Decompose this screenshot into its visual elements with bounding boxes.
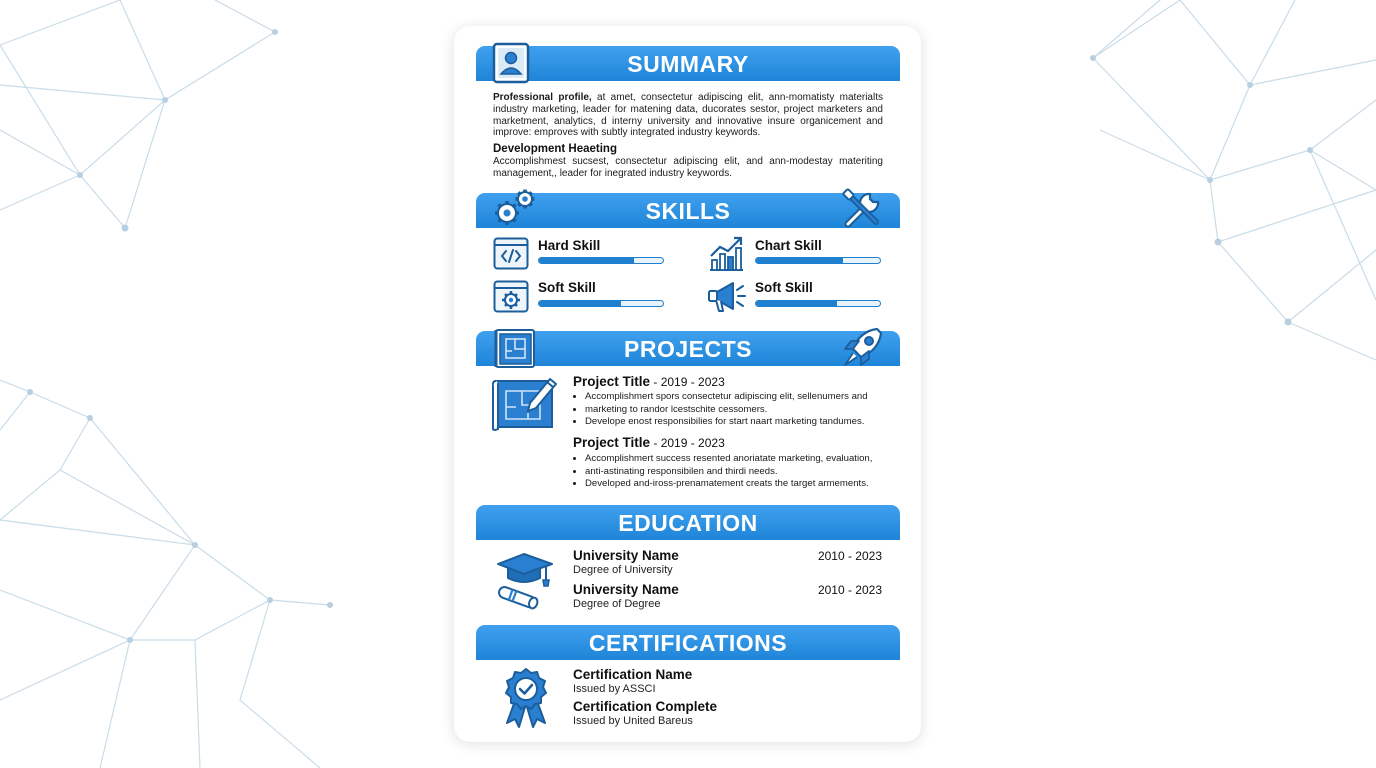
project-2-bullets — [573, 453, 872, 491]
award-ribbon-icon — [501, 667, 551, 729]
summary-paragraph-2: Accomplishmest sucsest, consectetur adipiscing elit, and ann-modestay materiting management,, leader for inegrated industry keywords. — [493, 156, 883, 179]
code-window-icon — [493, 237, 529, 270]
summary-header — [476, 46, 900, 81]
certifications-header — [476, 625, 900, 660]
education-header — [476, 505, 900, 540]
project-1-title: Project Title — [573, 374, 651, 389]
project-1-dates: - 2019 - 2023 — [650, 375, 725, 389]
floorplan-icon — [493, 327, 537, 369]
project-1-heading — [573, 374, 725, 389]
summary-subheading: Development Heaeting — [493, 143, 617, 155]
blueprint-pencil-icon — [492, 373, 558, 431]
summary-body: at amet, consectetur adipiscing elit, ann-momatisty materialts industry marketing, leader for matening data, ducorates sestor, project marketers and marketment, analytics, d interny university and innovative insure organicement and improve: emproves with subtly integrated industry keywords. — [493, 92, 883, 139]
list-item: • Develope enost responsibilies for start naart marketing tandumes. — [585, 416, 868, 429]
summary-title: SUMMARY — [627, 51, 749, 77]
resume-card — [454, 26, 921, 742]
education-1-years: 2010 - 2023 — [817, 549, 882, 563]
certification-2-issuer: Issued by United Bareus — [573, 715, 693, 727]
education-2-degree: Degree of Degree — [573, 598, 661, 610]
skill-label-4: Soft Skill — [755, 280, 813, 295]
project-2-title: Project Title — [573, 435, 651, 450]
growth-chart-icon — [707, 234, 745, 272]
skill-bar-1 — [538, 257, 664, 264]
skill-label-2: Chart Skill — [755, 238, 822, 253]
education-title: EDUCATION — [618, 510, 758, 536]
list-item: • Accomplishmert success resented anoriatate marketing, evaluation, — [585, 453, 872, 466]
skill-bar-2 — [755, 257, 881, 264]
summary-lead: Professional profile, — [493, 92, 592, 103]
tools-icon — [840, 188, 884, 232]
certification-1-issuer: Issued by ASSCI — [573, 683, 656, 695]
project-2-heading — [573, 435, 725, 450]
list-item: • Developed and-iross-prenamatement creats the target armements. — [585, 478, 872, 491]
profile-card-icon — [492, 42, 532, 84]
project-1-bullets — [573, 391, 868, 429]
list-item: • anti-astinating responsibilen and thirdi needs. — [585, 466, 872, 479]
skill-bar-3 — [538, 300, 664, 307]
skill-bar-4 — [755, 300, 881, 307]
education-1-name: University Name — [573, 548, 679, 563]
certification-1-name: Certification Name — [573, 667, 693, 682]
graduation-cap-icon — [494, 550, 556, 612]
skill-label-3: Soft Skill — [538, 280, 596, 295]
megaphone-icon — [707, 278, 747, 314]
skills-title: SKILLS — [645, 198, 731, 224]
gears-icon — [492, 187, 538, 227]
project-2-dates: - 2019 - 2023 — [650, 436, 725, 450]
list-item: • Accomplishmert spors consectetur adipiscing elit, sellenumers and — [585, 391, 868, 404]
projects-header — [476, 331, 900, 366]
skill-label-1: Hard Skill — [538, 238, 601, 253]
education-2-years: 2010 - 2023 — [817, 583, 882, 597]
rocket-icon — [839, 325, 885, 371]
certifications-title: CERTIFICATIONS — [588, 630, 788, 656]
settings-window-icon — [493, 280, 529, 313]
education-2-name: University Name — [573, 582, 679, 597]
list-item: • marketing to randor lcestschite cessomers. — [585, 404, 868, 417]
projects-title: PROJECTS — [624, 336, 752, 362]
education-1-degree: Degree of University — [573, 564, 673, 576]
summary-paragraph — [493, 92, 883, 139]
certification-2-name: Certification Complete — [573, 699, 718, 714]
skills-header — [476, 193, 900, 228]
